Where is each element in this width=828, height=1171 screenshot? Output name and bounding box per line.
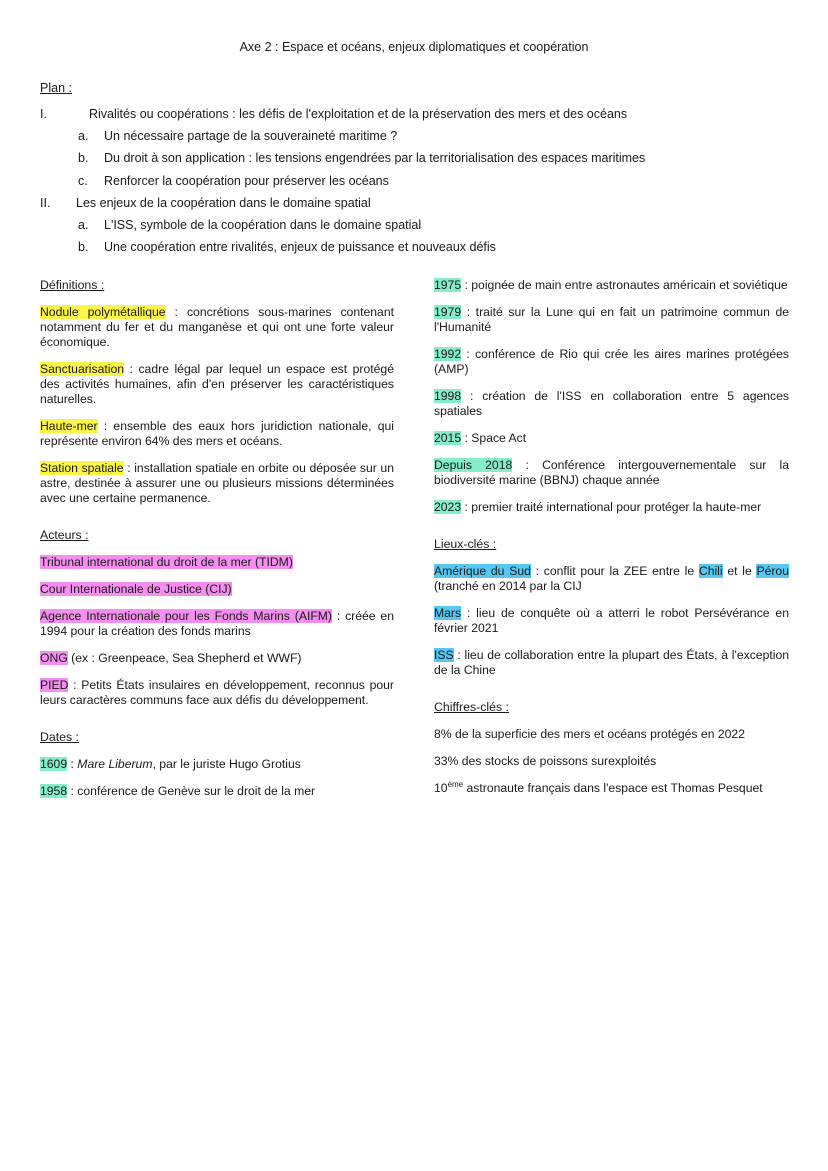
date-text: : Space Act bbox=[461, 431, 527, 445]
acteur-term: Tribunal international du droit de la mer (TIDM) bbox=[40, 555, 293, 569]
lieu-item bbox=[434, 648, 789, 678]
plan-sub-letter: b. bbox=[78, 151, 89, 165]
date-text: : Conférence intergouvernementale sur la biodiversité marine (BBNJ) chaque année bbox=[434, 458, 789, 487]
plan-sub-text: Du droit à son application : les tensions engendrées par la territorialisation des espaces maritimes bbox=[104, 151, 646, 165]
date-item bbox=[434, 500, 789, 515]
date-year: 2015 bbox=[434, 431, 462, 445]
date-text: : conférence de Rio qui crée les aires marines protégées (AMP) bbox=[434, 347, 789, 376]
plan-section-text: Rivalités ou coopérations : les défis de l'exploitation et de la préservation des mers et des océans bbox=[89, 107, 628, 121]
chiffre-superscript: ème bbox=[447, 779, 464, 789]
definition-item bbox=[40, 305, 394, 350]
date-year: 1979 bbox=[434, 305, 462, 319]
plan-heading: Plan : bbox=[40, 81, 72, 95]
chiffres-heading: Chiffres-clés : bbox=[434, 700, 509, 714]
acteur-item bbox=[40, 651, 394, 666]
lieu-term: Mars bbox=[434, 606, 462, 620]
lieu-country-chili: Chili bbox=[698, 564, 723, 578]
definition-term: Nodule polymétallique bbox=[40, 305, 166, 319]
plan-sub-text: Une coopération entre rivalités, enjeux de puissance et nouveaux défis bbox=[104, 240, 496, 254]
plan-section-text: Les enjeux de la coopération dans le domaine spatial bbox=[76, 196, 371, 210]
date-separator: : bbox=[67, 784, 78, 798]
chiffre-item: 33% des stocks de poissons surexploités bbox=[434, 754, 657, 768]
lieu-country-perou: Pérou bbox=[756, 564, 789, 578]
date-year: 1609 bbox=[40, 757, 68, 771]
date-separator: : bbox=[67, 757, 78, 771]
date-text: : création de l'ISS en collaboration entre 5 agences spatiales bbox=[434, 389, 789, 418]
date-item bbox=[434, 458, 789, 488]
acteur-text: (ex : Greenpeace, Sea Shepherd et WWF) bbox=[67, 651, 302, 665]
plan-section-number: I. bbox=[40, 107, 47, 121]
lieu-text: (tranché en 2014 par la CIJ bbox=[434, 579, 582, 593]
date-item bbox=[40, 757, 394, 772]
date-italic-title: Mare Liberum bbox=[77, 757, 153, 771]
lieu-item bbox=[434, 606, 789, 636]
definition-item bbox=[40, 362, 394, 407]
definitions-heading: Définitions : bbox=[40, 278, 105, 292]
lieu-item bbox=[434, 564, 789, 594]
date-text: : poignée de main entre astronautes américain et soviétique bbox=[461, 278, 788, 292]
acteur-item bbox=[40, 555, 394, 570]
acteur-text: : Petits États insulaires en développement, reconnus pour leurs caractères communs face aux défis du développement. bbox=[40, 678, 394, 707]
plan-section-number: II. bbox=[40, 196, 51, 210]
date-item bbox=[434, 389, 789, 419]
date-year: 1975 bbox=[434, 278, 462, 292]
definition-term: Sanctuarisation bbox=[40, 362, 125, 376]
acteur-text: : créée en 1994 pour la création des fonds marins bbox=[40, 609, 394, 638]
chiffre-item: 8% de la superficie des mers et océans protégés en 2022 bbox=[434, 727, 745, 741]
date-year: 1998 bbox=[434, 389, 462, 403]
chiffre-text: astronaute français dans l'espace est Thomas Pesquet bbox=[463, 781, 763, 795]
date-item bbox=[40, 784, 394, 799]
definition-text: : cadre légal par lequel un espace est protégé des activités humaines, afin d'en préserver les caractéristiques naturelles. bbox=[40, 362, 394, 406]
acteur-term: PIED bbox=[40, 678, 69, 692]
date-text: : traité sur la Lune qui en fait un patrimoine commun de l'Humanité bbox=[434, 305, 789, 334]
acteur-item bbox=[40, 678, 394, 708]
definition-item bbox=[40, 461, 394, 506]
acteur-term: Cour Internationale de Justice (CIJ) bbox=[40, 582, 232, 596]
chiffre-number: 10 bbox=[434, 781, 448, 795]
plan-sub-text: L'ISS, symbole de la coopération dans le domaine spatial bbox=[104, 218, 422, 232]
dates-heading: Dates : bbox=[40, 730, 79, 744]
definition-term: Station spatiale bbox=[40, 461, 124, 475]
plan-sub-letter: a. bbox=[78, 129, 89, 143]
date-item bbox=[434, 278, 789, 293]
acteur-term: Agence Internationale pour les Fonds Marins (AIFM) bbox=[40, 609, 332, 623]
document-title: Axe 2 : Espace et océans, enjeux diplomatiques et coopération bbox=[239, 40, 589, 54]
plan-sub-text: Un nécessaire partage de la souveraineté maritime ? bbox=[104, 129, 398, 143]
plan-sub-letter: a. bbox=[78, 218, 89, 232]
chiffre-item bbox=[434, 781, 789, 796]
plan-sub-letter: b. bbox=[78, 240, 89, 254]
lieu-text: et le bbox=[722, 564, 757, 578]
lieu-text: : lieu de conquête où a atterri le robot Persévérance en février 2021 bbox=[434, 606, 789, 635]
definition-item bbox=[40, 419, 394, 449]
definition-text: : ensemble des eaux hors juridiction nationale, qui représente environ 64% des mers et océans. bbox=[40, 419, 394, 448]
date-item bbox=[434, 347, 789, 377]
date-year: 1958 bbox=[40, 784, 68, 798]
acteur-item bbox=[40, 582, 394, 597]
date-text: conférence de Genève sur le droit de la mer bbox=[77, 784, 316, 798]
lieu-term: ISS bbox=[434, 648, 454, 662]
lieu-term: Amérique du Sud bbox=[434, 564, 531, 578]
definition-term: Haute-mer bbox=[40, 419, 98, 433]
date-year: 2023 bbox=[434, 500, 462, 514]
definition-text: : installation spatiale en orbite ou déposée sur un astre, destinée à assurer une ou plusieurs missions déterminées avec une certaine permanence. bbox=[40, 461, 394, 505]
lieux-heading: Lieux-clés : bbox=[434, 537, 497, 551]
lieu-text: : lieu de collaboration entre la plupart des États, à l'exception de la Chine bbox=[434, 648, 789, 677]
date-text: : premier traité international pour protéger la haute-mer bbox=[461, 500, 762, 514]
date-year: Depuis 2018 bbox=[434, 458, 513, 472]
acteur-item bbox=[40, 609, 394, 639]
acteurs-heading: Acteurs : bbox=[40, 528, 89, 542]
plan-sub-text: Renforcer la coopération pour préserver les océans bbox=[104, 174, 389, 188]
left-column bbox=[40, 278, 394, 811]
date-item bbox=[434, 305, 789, 335]
right-column bbox=[434, 278, 789, 808]
plan-sub-letter: c. bbox=[78, 174, 88, 188]
definition-text: : concrétions sous-marines contenant notamment du fer et du manganèse et qui ont une forte valeur économique. bbox=[40, 305, 394, 349]
date-text: , par le juriste Hugo Grotius bbox=[152, 757, 301, 771]
date-item bbox=[434, 431, 789, 446]
acteur-term: ONG bbox=[40, 651, 68, 665]
date-year: 1992 bbox=[434, 347, 462, 361]
lieu-text: : conflit pour la ZEE entre le bbox=[530, 564, 699, 578]
